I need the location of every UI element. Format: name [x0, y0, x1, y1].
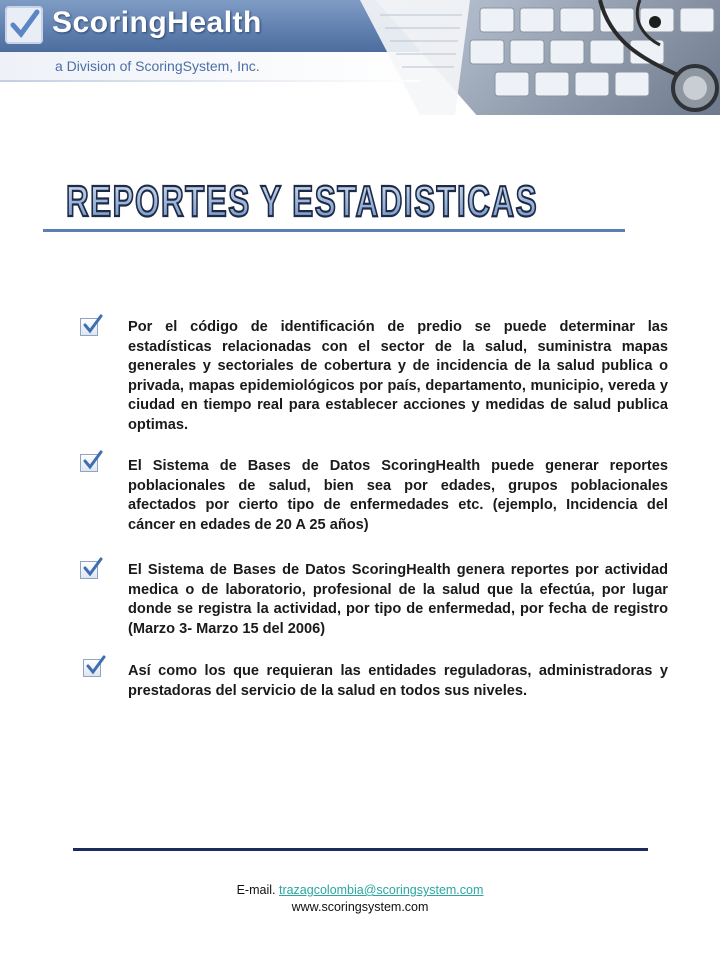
checkbox-checked-icon [80, 318, 98, 336]
page-title [66, 160, 586, 230]
title-underline [43, 229, 625, 232]
email-link[interactable]: trazagcolombia@scoringsystem.com [278, 883, 484, 897]
footer-divider [73, 848, 648, 851]
brand-logo-text: ScoringHealth [52, 6, 262, 39]
checkbox-checked-icon [80, 561, 98, 579]
logo-checkbox-icon [5, 6, 43, 44]
list-item-text: Así como los que requieran las entidades reguladoras, administradoras y prestadoras del servicio de la salud en todos sus niveles. [128, 663, 668, 699]
checkbox-checked-icon [80, 454, 98, 472]
list-item-text: El Sistema de Bases de Datos ScoringHealth genera reportes por actividad medica o de laboratorio, profesional de la salud que la efectúa, por lugar donde se registra la actividad, por tipo de enfermedad, por fecha de registro (Marzo 3- Marzo 15 del 2006) [128, 562, 668, 637]
header-banner [0, 0, 720, 115]
page-title-text: REPORTES Y ESTADISTICAS [66, 177, 538, 226]
footer [0, 882, 720, 916]
website-text: www.scoringsystem.com [291, 900, 429, 914]
footer-email-line [0, 882, 720, 899]
list-item-text: Por el código de identificación de predio se puede determinar las estadísticas relacionadas con el sector de la salud, suministra mapas generales y sectoriales de cobertura y de incidencia de la salud publica o privada, mapas epidemiológicos por país, departamento, municipio, vereda y ciudad en tiempo real para establecer acciones y medidas de salud publica optimas. [128, 319, 668, 433]
checkbox-checked-icon [83, 659, 101, 677]
header-divider [0, 80, 420, 82]
brand-tagline: a Division of ScoringSystem, Inc. [55, 58, 260, 74]
email-label: E-mail. [236, 883, 276, 897]
list-item-text: El Sistema de Bases de Datos ScoringHealth puede generar reportes poblacionales de salud, bien sea por edades, grupos poblacionales afectados por cierto tipo de enfermedades etc. (ejemplo, Incidencia del cáncer en edades de 20 A 25 años) [128, 458, 668, 533]
